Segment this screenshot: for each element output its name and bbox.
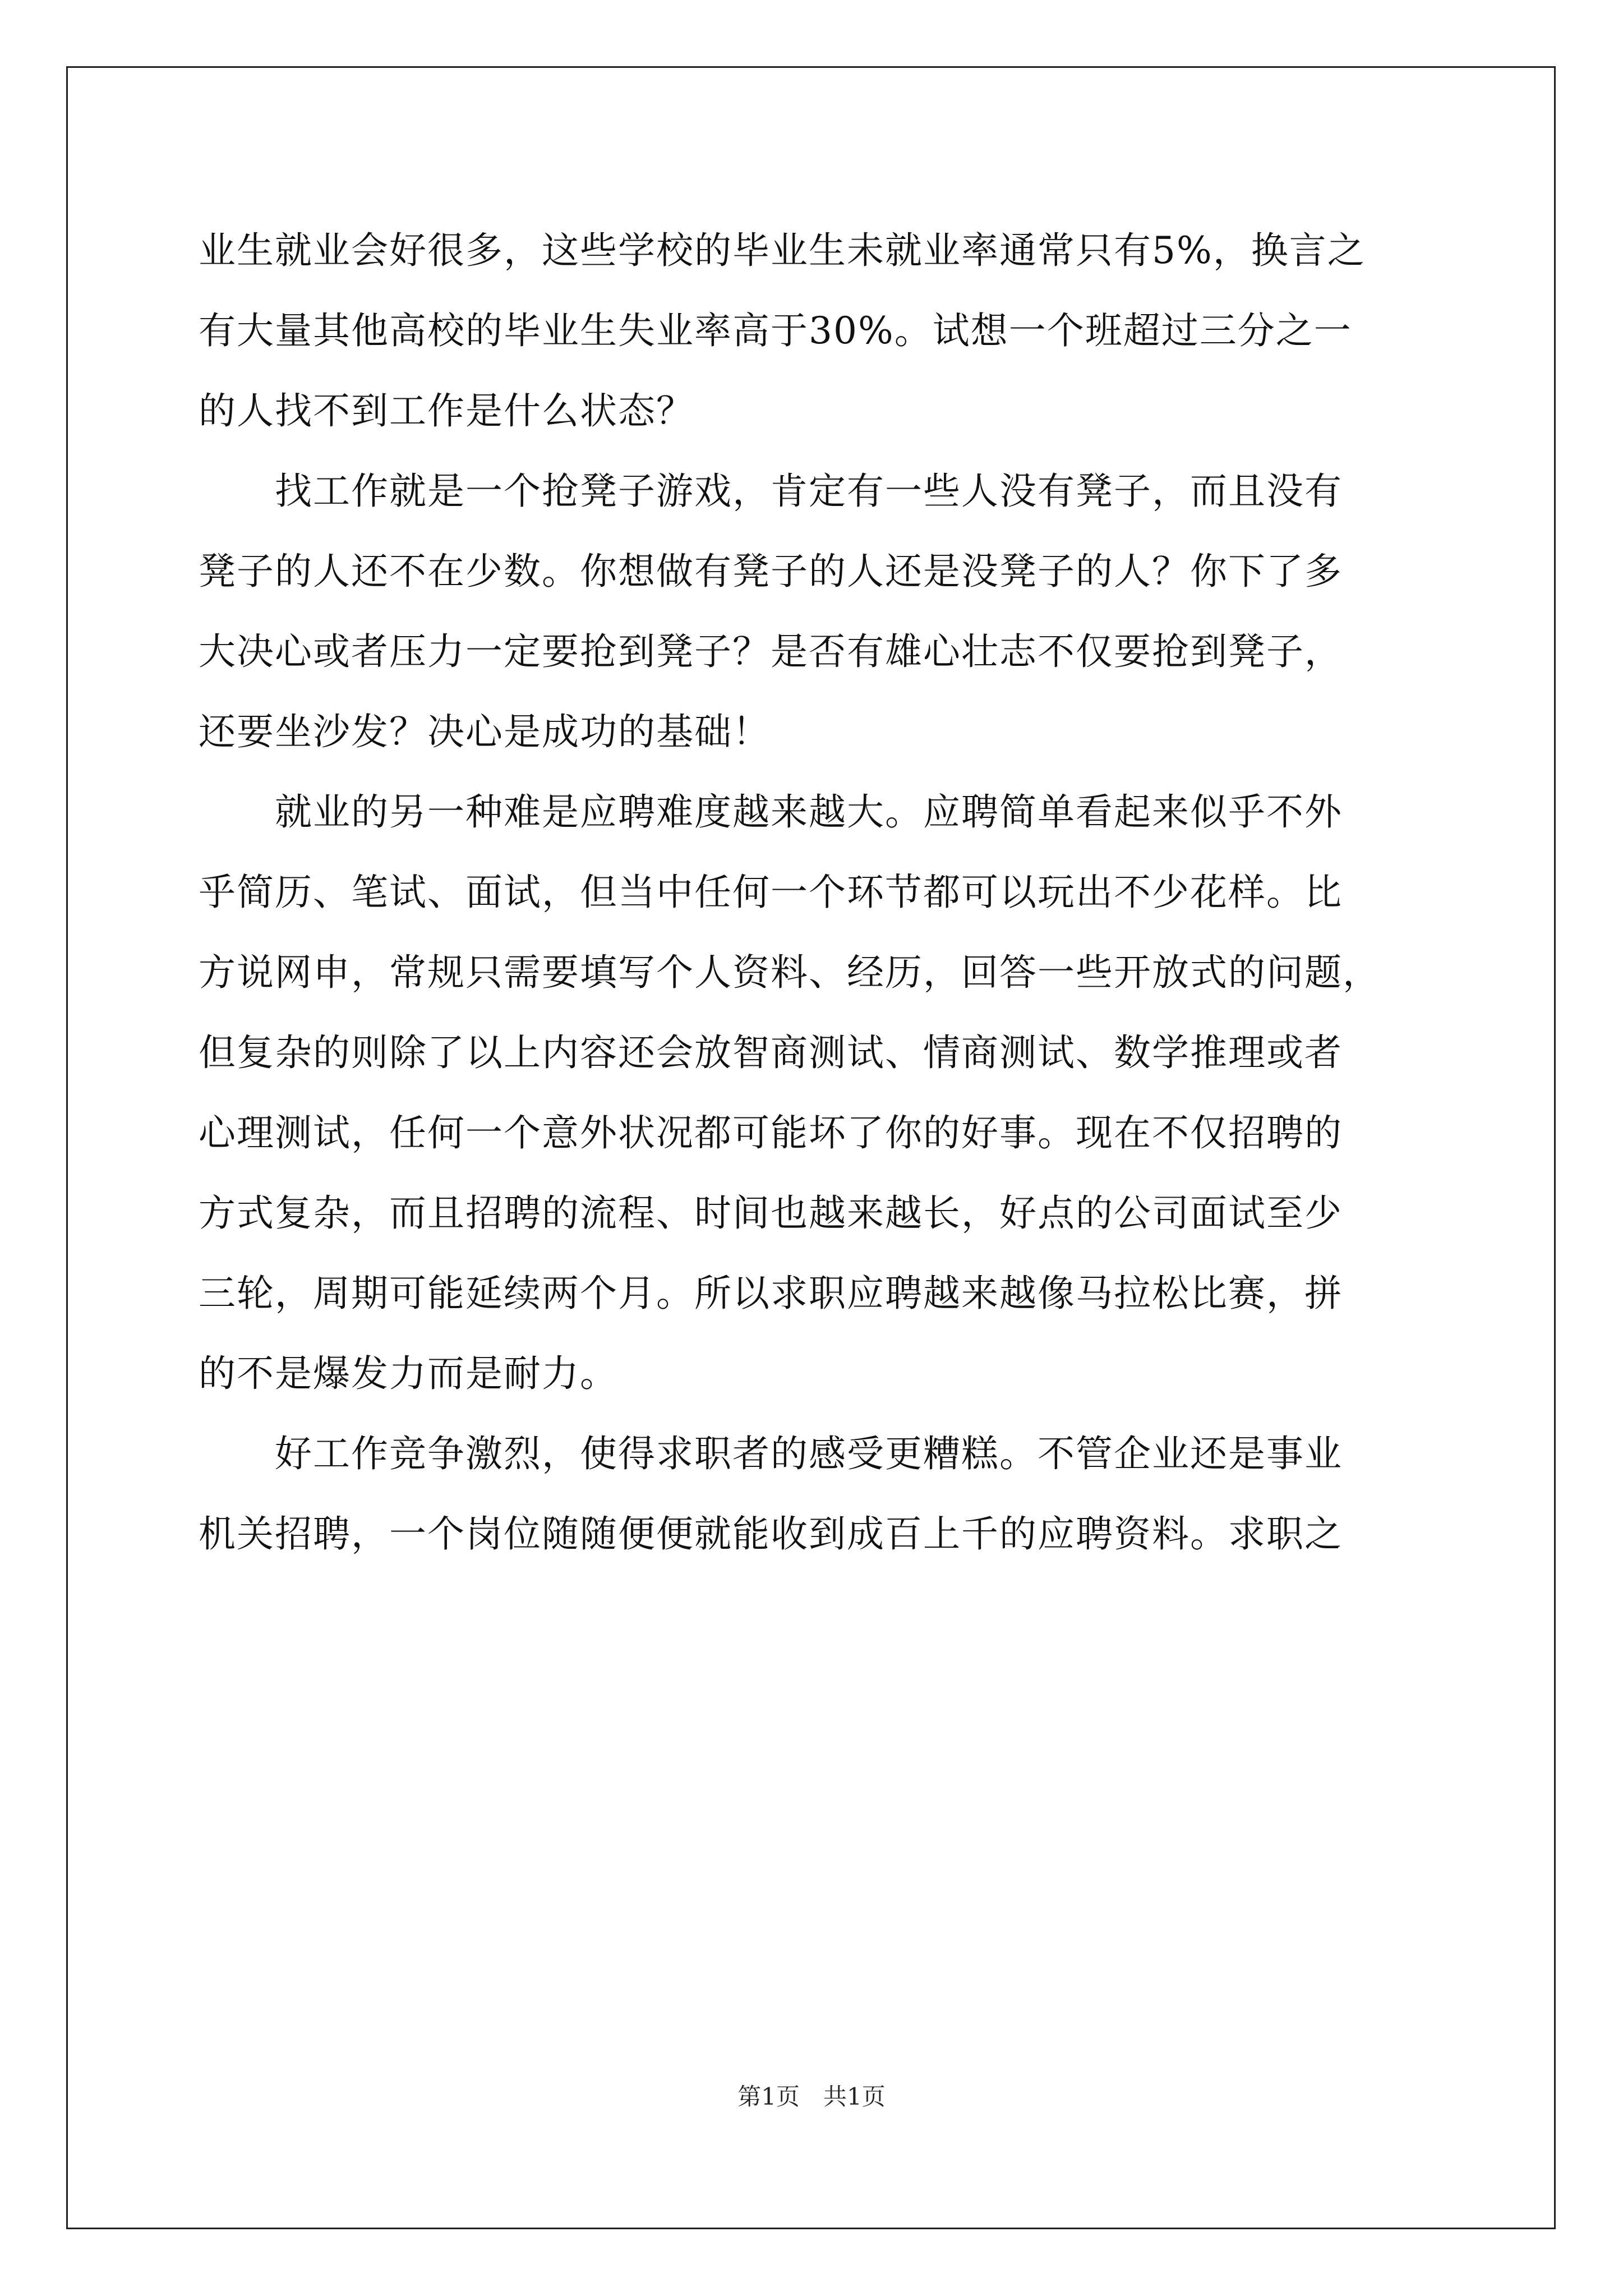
text-line: 业生就业会好很多，这些学校的毕业生未就业率通常只有5%，换言之 bbox=[199, 229, 1366, 272]
text-line: 三轮，周期可能延续两个月。所以求职应聘越来越像马拉松比赛，拼 bbox=[199, 1272, 1343, 1315]
page-footer: 第1页 共1页 bbox=[737, 2083, 886, 2110]
text-line: 但复杂的则除了以上内容还会放智商测试、情商测试、数学推理或者 bbox=[199, 1031, 1343, 1074]
text-line: 有大量其他高校的毕业生失业率高于30%。试想一个班超过三分之一 bbox=[199, 309, 1352, 352]
text-line: 好工作竞争激烈，使得求职者的感受更糟糕。不管企业还是事业 bbox=[199, 1432, 1343, 1475]
text-line: 机关招聘，一个岗位随随便便就能收到成百上千的应聘资料。求职之 bbox=[199, 1512, 1343, 1556]
text-line: 大决心或者压力一定要抢到凳子？是否有雄心壮志不仅要抢到凳子， bbox=[199, 630, 1343, 673]
text-line: 方式复杂，而且招聘的流程、时间也越来越长，好点的公司面试至少 bbox=[199, 1191, 1343, 1235]
text-line: 方说网申，常规只需要填写个人资料、经历，回答一些开放式的问题， bbox=[199, 951, 1381, 994]
text-line: 凳子的人还不在少数。你想做有凳子的人还是没凳子的人？你下了多 bbox=[199, 550, 1343, 593]
text-line: 找工作就是一个抢凳子游戏，肯定有一些人没有凳子，而且没有 bbox=[199, 470, 1343, 513]
text-line: 还要坐沙发？决心是成功的基础！ bbox=[199, 710, 771, 753]
text-line: 乎简历、笔试、面试，但当中任何一个环节都可以玩出不少花样。比 bbox=[199, 871, 1343, 914]
text-line: 的不是爆发力而是耐力。 bbox=[199, 1352, 618, 1395]
text-line: 心理测试，任何一个意外状况都可能坏了你的好事。现在不仅招聘的 bbox=[199, 1111, 1343, 1154]
document-body bbox=[199, 210, 1460, 1574]
text-line: 的人找不到工作是什么状态？ bbox=[199, 389, 694, 432]
text-line: 就业的另一种难是应聘难度越来越大。应聘简单看起来似乎不外 bbox=[199, 790, 1343, 834]
